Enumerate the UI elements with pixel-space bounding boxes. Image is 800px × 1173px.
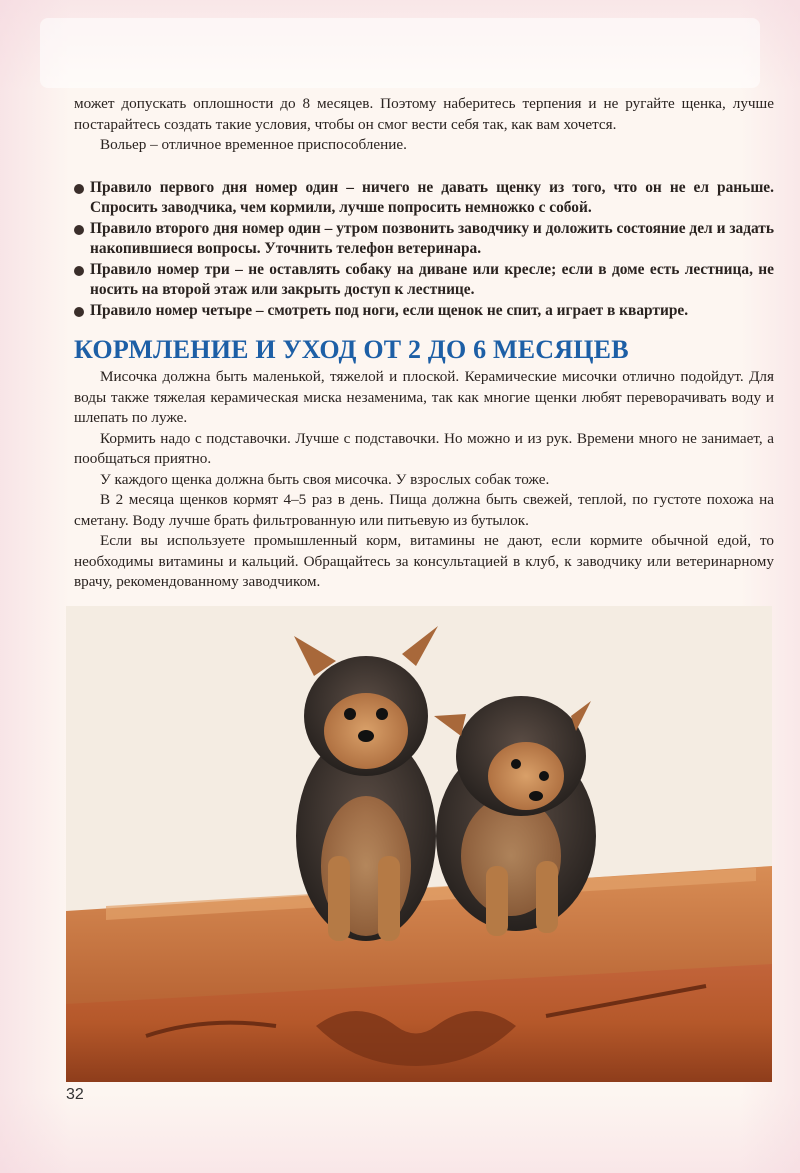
puppies-photo xyxy=(66,606,772,1082)
intro-paragraph-1: может допускать оплошности до 8 месяцев. Поэтому наберитесь терпения и не ругайте щенка, лучше постарайтесь создать такие условия, чтобы он смог вести себя так, как вам хочется. xyxy=(74,95,774,133)
intro-paragraph-2: Вольер – отличное временное приспособление. xyxy=(100,136,407,153)
rule-item xyxy=(74,219,774,260)
text-column xyxy=(74,94,774,593)
bullet-icon xyxy=(74,225,84,235)
page-number: 32 xyxy=(66,1086,84,1103)
rule-text: Правило номер три – не оставлять собаку на диване или кресле; если в доме есть лестница, не носить на второй этаж или закрыть доступ к лестнице. xyxy=(90,260,774,298)
puppies-illustration xyxy=(66,606,772,1082)
section-paragraph: Кормить надо с подставочки. Лучше с подставочки. Но можно и из рук. Времени много не занимает, а пообщаться приятно. xyxy=(74,429,774,467)
rule-text: Правило первого дня номер один – ничего не давать щенку из того, что он не ел раньше. Спросить заводчика, чем кормили, лучше попросить немножко с собой. xyxy=(90,178,774,216)
section-heading: КОРМЛЕНИЕ И УХОД ОТ 2 ДО 6 МЕСЯЦЕВ xyxy=(74,335,629,364)
bullet-icon xyxy=(74,307,84,317)
bullet-icon xyxy=(74,184,84,194)
puppy-right xyxy=(434,696,596,936)
section-paragraph: Мисочка должна быть маленькой, тяжелой и плоской. Керамические мисочки отлично подойдут. Для воды также тяжелая керамическая миска незаменима, так как многие щенки любят переворачивать воду и шлепать по луже. xyxy=(74,368,774,426)
section-paragraph: Если вы используете промышленный корм, витамины не дают, если кормите обычной едой, то необходимы витамины и кальций. Обращайтесь за консультацией в клуб, к заводчику или ветеринарному врачу, рекомендованному заводчиком. xyxy=(74,532,774,590)
bullet-icon xyxy=(74,266,84,276)
section-paragraph: У каждого щенка должна быть своя мисочка. У взрослых собак тоже. xyxy=(100,470,550,488)
rules-list xyxy=(74,178,774,322)
rule-text: Правило второго дня номер один – утром позвонить заводчику и доложить состояние дел и задать накопившиеся вопросы. Уточнить телефон ветеринара. xyxy=(90,219,774,257)
rule-item xyxy=(74,260,774,301)
rule-item xyxy=(74,178,774,219)
rule-text: Правило номер четыре – смотреть под ноги, если щенок не спит, а играет в квартире. xyxy=(90,301,689,319)
section-paragraph: В 2 месяца щенков кормят 4–5 раз в день. Пища должна быть свежей, теплой, по густоте похожа на сметану. Воду лучше брать фильтрованную или питьевую из бутылок. xyxy=(74,491,774,529)
header-blank-band xyxy=(40,18,760,88)
rule-item xyxy=(74,301,774,322)
